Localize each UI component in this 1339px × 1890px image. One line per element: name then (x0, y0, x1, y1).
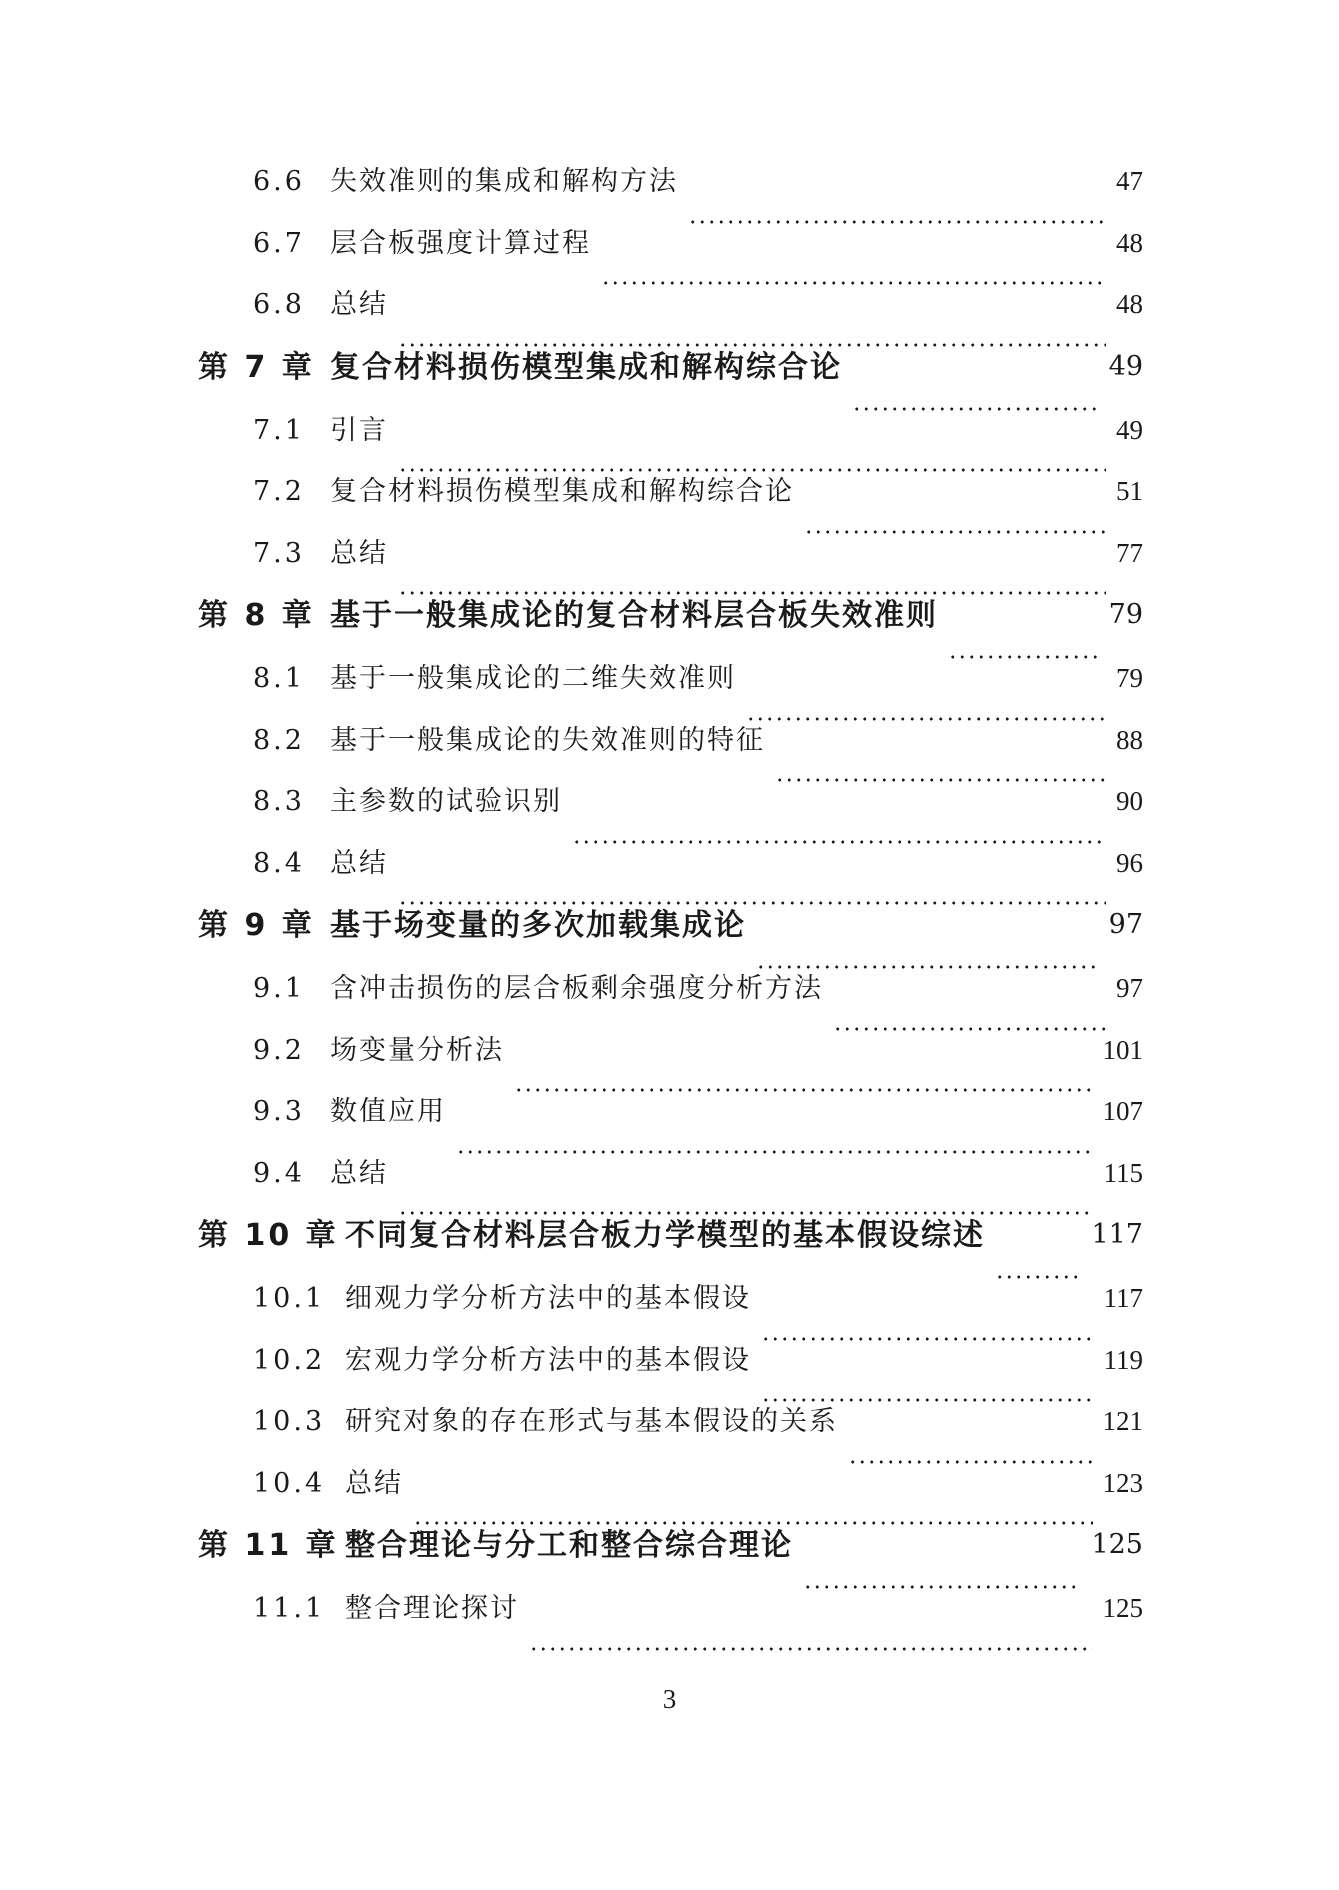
section-number: 6.7 (253, 227, 305, 259)
section-title: 基于一般集成论的失效准则的特征 (330, 724, 765, 756)
section-title: 整合理论探讨 (345, 1593, 519, 1624)
chapter-number: 第 7 章 (198, 349, 315, 385)
dot-leader (688, 220, 1106, 224)
section-title: 总结 (330, 537, 388, 569)
page-ref: 49 (1116, 414, 1143, 445)
page-ref: 48 (1116, 227, 1143, 258)
toc-section-entry[interactable] (0, 1034, 1339, 1099)
section-number: 8.1 (253, 663, 305, 694)
section-number: 8.3 (253, 786, 305, 817)
dot-leader (848, 1460, 1093, 1464)
page-ref: 121 (1102, 1406, 1143, 1436)
toc-section-entry[interactable] (0, 1408, 1339, 1470)
toc-chapter-entry[interactable] (0, 598, 1339, 665)
toc-section-entry[interactable] (0, 1285, 1339, 1347)
section-title: 含冲击损伤的层合板剩余强度分析方法 (330, 973, 823, 1004)
page-ref: 48 (1116, 289, 1143, 319)
section-number: 8.2 (253, 724, 305, 756)
dot-leader (398, 901, 1106, 905)
toc-section-entry[interactable] (0, 1157, 1339, 1222)
page-ref: 119 (1103, 1344, 1143, 1375)
toc-section-entry[interactable] (0, 724, 1339, 789)
dot-leader (746, 717, 1106, 721)
section-number: 10.2 (253, 1344, 326, 1376)
section-title: 复合材料损伤模型集成和解构综合论 (330, 476, 794, 507)
toc-chapter-entry[interactable] (0, 349, 1339, 417)
section-title: 总结 (330, 289, 388, 320)
page-ref: 125 (1102, 1593, 1143, 1623)
section-title: 场变量分析法 (330, 1034, 504, 1066)
dot-leader (775, 778, 1106, 782)
page-ref: 49 (1108, 350, 1143, 382)
section-number: 9.2 (253, 1034, 305, 1066)
page-ref: 96 (1116, 847, 1143, 878)
toc-section-entry[interactable] (0, 537, 1339, 602)
section-title: 细观力学分析方法中的基本假设 (345, 1283, 751, 1314)
chapter-number: 第 10 章 (198, 1218, 339, 1253)
chapter-title: 整合理论与分工和整合综合理论 (345, 1528, 793, 1563)
toc-chapter-entry[interactable] (0, 1218, 1339, 1285)
section-title: 数值应用 (330, 1096, 446, 1127)
chapter-title: 不同复合材料层合板力学模型的基本假设综述 (345, 1218, 985, 1253)
dot-leader (995, 1275, 1081, 1279)
toc-section-entry[interactable] (0, 1467, 1339, 1532)
dot-leader (852, 407, 1099, 411)
dot-leader (572, 840, 1106, 844)
section-title: 研究对象的存在形式与基本假设的关系 (345, 1406, 838, 1437)
page-ref: 97 (1116, 973, 1143, 1003)
toc-section-entry[interactable] (0, 1098, 1339, 1160)
section-number: 9.1 (253, 973, 305, 1004)
section-number: 6.6 (253, 166, 305, 197)
section-number: 10.4 (253, 1467, 326, 1499)
page-ref: 79 (1108, 599, 1143, 630)
section-title: 层合板强度计算过程 (330, 227, 591, 259)
toc-section-entry[interactable] (0, 291, 1339, 353)
chapter-number: 第 11 章 (198, 1528, 339, 1563)
dot-leader (948, 655, 1099, 659)
section-title: 总结 (330, 847, 388, 879)
page-ref: 90 (1116, 786, 1143, 816)
toc-section-entry[interactable] (0, 788, 1339, 850)
section-number: 8.4 (253, 847, 305, 879)
page-ref: 47 (1116, 166, 1143, 196)
toc-chapter-entry[interactable] (0, 1528, 1339, 1595)
section-title: 主参数的试验识别 (330, 786, 562, 817)
dot-leader (803, 1585, 1081, 1589)
toc-section-entry[interactable] (0, 414, 1339, 479)
dot-leader (761, 1337, 1094, 1341)
page-ref: 101 (1102, 1034, 1143, 1065)
section-number: 7.1 (253, 414, 305, 446)
page-ref: 117 (1103, 1283, 1143, 1313)
dot-leader (756, 965, 1099, 969)
toc-section-entry[interactable] (0, 1344, 1339, 1409)
toc-section-entry[interactable] (0, 847, 1339, 912)
section-title: 总结 (345, 1467, 403, 1499)
page-ref: 97 (1108, 909, 1143, 940)
dot-leader (761, 1398, 1094, 1402)
page-number: 3 (662, 1684, 677, 1714)
dot-leader (804, 530, 1106, 534)
toc-section-entry[interactable] (0, 478, 1339, 540)
section-number: 9.3 (253, 1096, 305, 1127)
section-title: 基于一般集成论的二维失效准则 (330, 663, 736, 694)
section-number: 11.1 (253, 1593, 326, 1624)
section-number: 6.8 (253, 289, 305, 320)
section-number: 10.1 (253, 1283, 326, 1314)
section-number: 7.2 (253, 476, 305, 507)
dot-leader (398, 1211, 1094, 1215)
section-title: 失效准则的集成和解构方法 (330, 166, 678, 197)
chapter-title: 基于一般集成论的复合材料层合板失效准则 (330, 598, 938, 633)
table-of-contents (0, 168, 1339, 1657)
page-ref: 123 (1102, 1467, 1143, 1498)
dot-leader (456, 1150, 1093, 1154)
section-title: 总结 (330, 1157, 388, 1189)
dot-leader (413, 1521, 1093, 1525)
section-number: 7.3 (253, 537, 305, 569)
page-ref: 117 (1091, 1219, 1143, 1250)
section-title: 宏观力学分析方法中的基本假设 (345, 1344, 751, 1376)
toc-section-entry[interactable] (0, 665, 1339, 727)
chapter-title: 复合材料损伤模型集成和解构综合论 (330, 349, 842, 385)
toc-section-entry[interactable] (0, 168, 1339, 230)
dot-leader (833, 1027, 1106, 1031)
chapter-number: 第 9 章 (198, 908, 315, 943)
dot-leader (514, 1088, 1093, 1092)
page-ref: 88 (1116, 724, 1143, 755)
page-ref: 115 (1103, 1157, 1143, 1188)
section-number: 9.4 (253, 1157, 305, 1189)
dot-leader (398, 468, 1106, 472)
toc-chapter-entry[interactable] (0, 908, 1339, 975)
chapter-title: 基于场变量的多次加载集成论 (330, 908, 746, 943)
page-ref: 77 (1116, 537, 1143, 568)
dot-leader (398, 591, 1106, 595)
toc-section-entry[interactable] (0, 1595, 1339, 1657)
chapter-number: 第 8 章 (198, 598, 315, 633)
dot-leader (529, 1647, 1093, 1651)
dot-leader (601, 281, 1106, 285)
page-ref: 51 (1116, 476, 1143, 506)
page-ref: 125 (1091, 1529, 1143, 1560)
section-number: 10.3 (253, 1406, 326, 1437)
toc-section-entry[interactable] (0, 227, 1339, 292)
page-ref: 107 (1102, 1096, 1143, 1126)
toc-section-entry[interactable] (0, 975, 1339, 1037)
section-title: 引言 (330, 414, 388, 446)
page-ref: 79 (1116, 663, 1143, 693)
dot-leader (398, 343, 1106, 347)
